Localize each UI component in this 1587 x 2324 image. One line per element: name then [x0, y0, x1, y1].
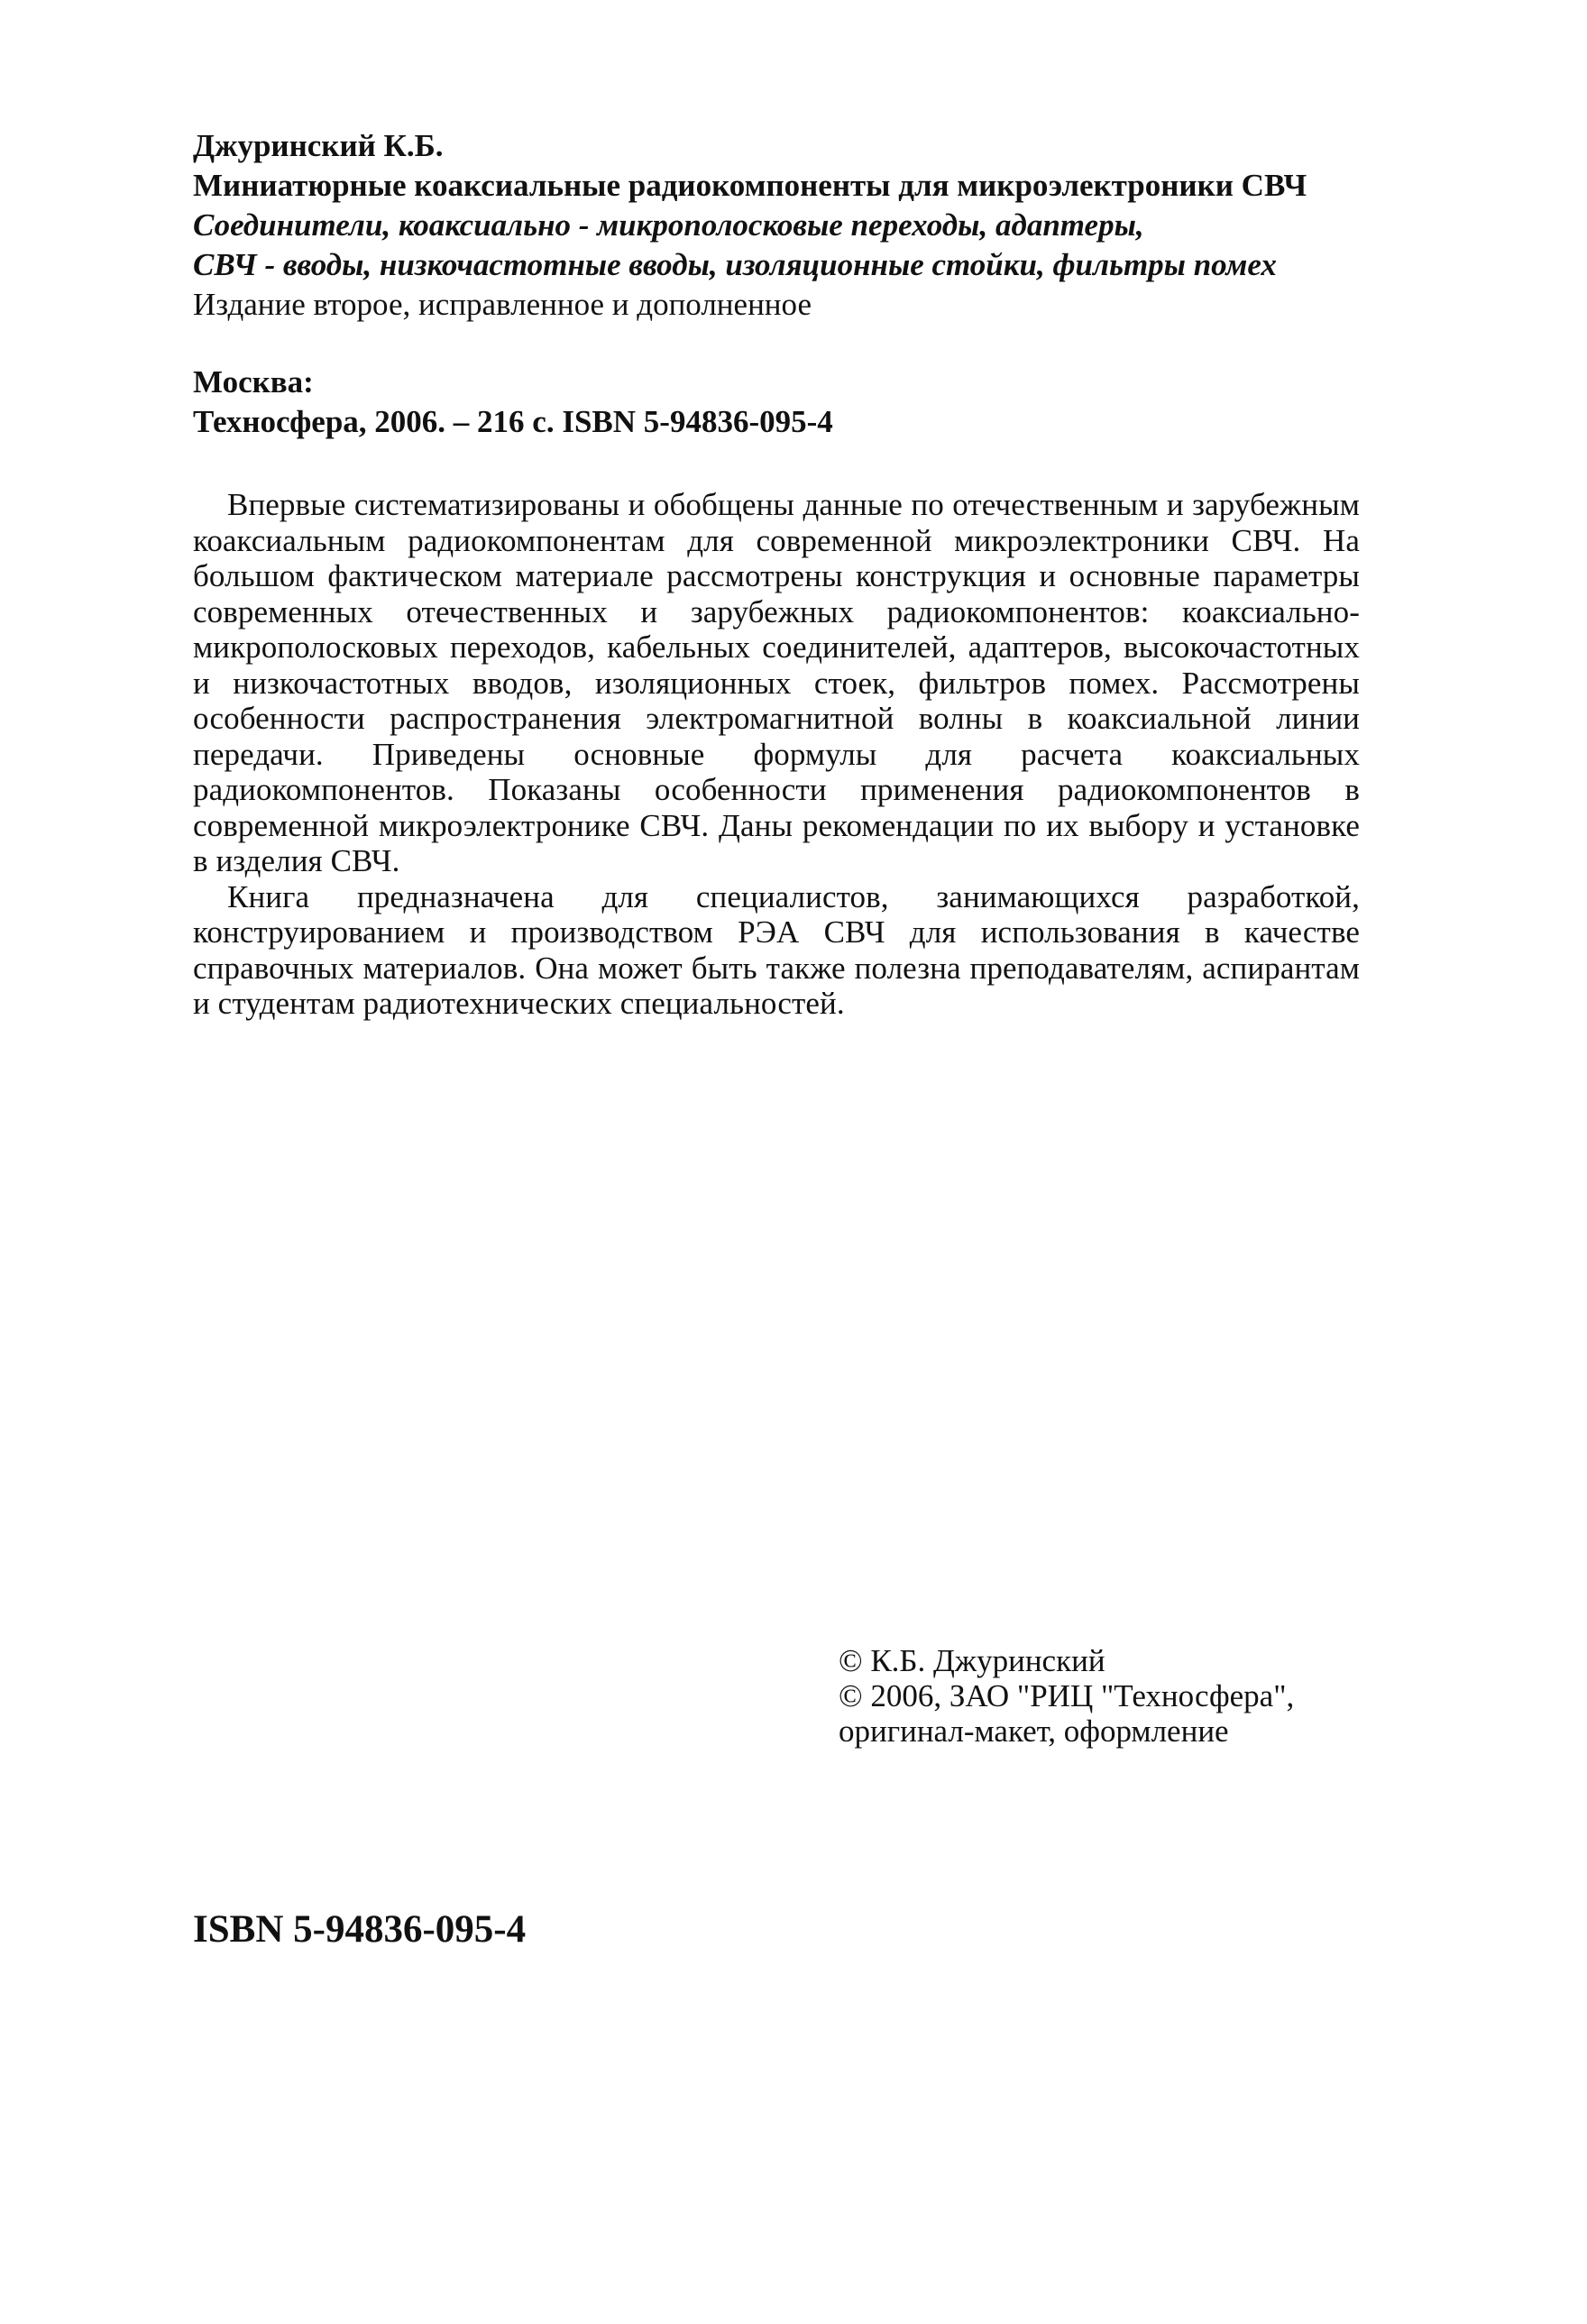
isbn: ISBN 5-94836-095-4: [193, 1908, 527, 1951]
author-name: Джуринский К.Б.: [193, 128, 444, 163]
publication-city: Москва:: [193, 364, 314, 400]
publisher-line: Техносфера, 2006. – 216 с. ISBN 5-94836-095-4: [193, 404, 833, 439]
copyright-author: © К.Б. Джуринский: [839, 1643, 1105, 1678]
edition-note: Издание второе, исправленное и дополненное: [193, 287, 812, 322]
copyright-publisher: © 2006, ЗАО "РИЦ "Техносфера",: [839, 1678, 1295, 1713]
annotation-paragraph: Впервые систематизированы и обобщены данные по отечественным и зарубежным коаксиальным радиокомпонентам для современной микроэлектроники СВЧ. На большом фактическом материале рассмотрены конструкция и основные параметры современных отечественных и зарубежных радиокомпонентов: коаксиально-микрополосковых переходов, кабельных соединителей, адаптеров, высокочастотных и низкочастотных вводов, изоляционных стоек, фильтров помех. Рассмотрены особенности распространения электромагнитной волны в коаксиальной линии передачи. Приведены основные формулы для расчета коаксиальных радиокомпонентов. Показаны особенности применения радиокомпонентов в современной микроэлектронике СВЧ. Даны рекомендации по их выбору и установке в изделия СВЧ.: [193, 487, 1360, 878]
copyright-block: [839, 1643, 1398, 1749]
bibliographic-header: [193, 126, 1365, 325]
book-title: Миниатюрные коаксиальные радиокомпоненты для микроэлектроники СВЧ: [193, 168, 1307, 203]
book-subtitle-line-1: Соединители, коаксиально - микрополосковые переходы, адаптеры,: [193, 207, 1144, 243]
copyright-layout: оригинал-макет, оформление: [839, 1713, 1229, 1749]
annotation: [193, 487, 1360, 1022]
book-subtitle-line-2: СВЧ - вводы, низкочастотные вводы, изоляционные стойки, фильтры помех: [193, 247, 1277, 282]
annotation-paragraph: Книга предназначена для специалистов, занимающихся разработкой, конструированием и производством РЭА СВЧ для использования в качестве справочных материалов. Она может быть также полезна преподавателям, аспирантам и студентам радиотехнических специальностей.: [193, 878, 1360, 1021]
imprint: [193, 363, 1365, 442]
